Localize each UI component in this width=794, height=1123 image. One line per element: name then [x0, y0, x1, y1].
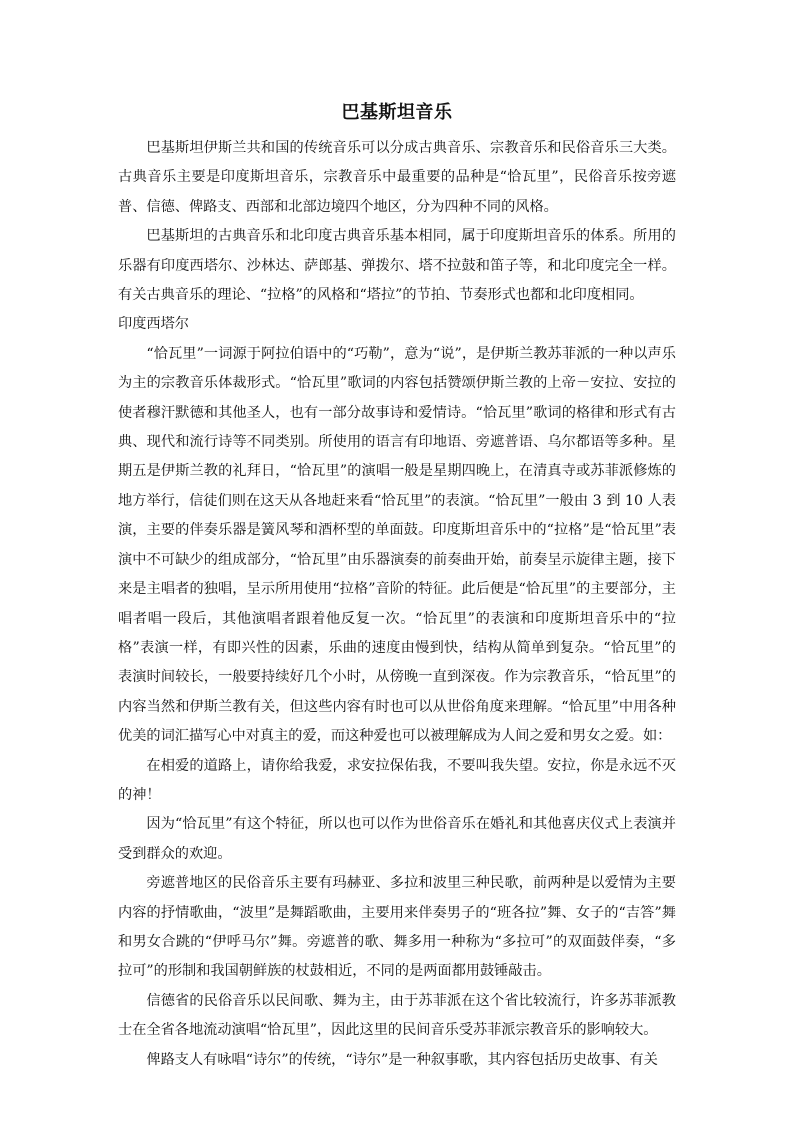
paragraph: 俾路支人有咏唱“诗尔”的传统，“诗尔”是一种叙事歌，其内容包括历史故事、有关: [146, 1051, 658, 1068]
paragraph: 信德省的民俗音乐以民间歌、舞为主，由于苏菲派在这个省比较流行，许多苏菲派教士在全省各地流动演唱“恰瓦里”，因此这里的民间音乐受苏菲派宗教音乐的影响较大。: [118, 992, 676, 1039]
paragraph: “恰瓦里”一词源于阿拉伯语中的“巧勒”，意为“说”，是伊斯兰教苏菲派的一种以声乐为主的宗教音乐体裁形式。“恰瓦里”歌词的内容包括赞颂伊斯兰教的上帝－安拉、安拉的使者穆汗默德和其他圣人，也有一部分故事诗和爱情诗。“恰瓦里”歌词的格律和形式有古典、现代和流行诗等不同类别。所使用的语言有印地语、旁遮普语、乌尔都语等多种。星期五是伊斯兰教的礼拜日，“恰瓦里”的演唱一般是星期四晚上，在清真寺或苏菲派修炼的地方举行，信徒们则在这天从各地赶来看“恰瓦里”的表演。“恰瓦里”一般由 3 到 10 人表演，主要的伴奏乐器是簧风琴和酒杯型的单面鼓。印度斯坦音乐中的“拉格”是“恰瓦里”表演中不可缺少的组成部分，“恰瓦里”由乐器演奏的前奏曲开始，前奏呈示旋律主题，接下来是主唱者的独唱，呈示所用使用“拉格”音阶的特征。此后便是“恰瓦里”的主要部分，主唱者唱一段后，其他演唱者跟着他反复一次。“恰瓦里”的表演和印度斯坦音乐中的“拉格”表演一样，有即兴性的因素，乐曲的速度由慢到快，结构从简单到复杂。“恰瓦里”的表演时间较长，一般要持续好几个小时，从傍晚一直到深夜。作为宗教音乐，“恰瓦里”的内容当然和伊斯兰教有关，但这些内容有时也可以从世俗角度来理解。“恰瓦里”中用各种优美的词汇描写心中对真主的爱，而这种爱也可以被理解成为人间之爱和男女之爱。如：: [118, 345, 676, 745]
document-body: [118, 134, 676, 1075]
paragraph: 巴基斯坦的古典音乐和北印度古典音乐基本相同，属于印度斯坦音乐的体系。所用的乐器有印度西塔尔、沙林达、萨郎基、弹拨尔、塔不拉鼓和笛子等，和北印度完全一样。有关古典音乐的理论、“拉格”的风格和“塔拉”的节拍、节奏形式也都和北印度相同。: [118, 228, 676, 304]
section-heading: 印度西塔尔: [118, 316, 189, 333]
paragraph: 因为“恰瓦里”有这个特征，所以也可以作为世俗音乐在婚礼和其他喜庆仪式上表演并受到群众的欢迎。: [118, 816, 676, 862]
paragraph: 旁遮普地区的民俗音乐主要有玛赫亚、多拉和波里三种民歌，前两种是以爱情为主要内容的抒情歌曲，“波里”是舞蹈歌曲，主要用来伴奏男子的“班各拉”舞、女子的“吉答”舞和男女合跳的“伊呼马尔”舞。旁遮普的歌、舞多用一种称为“多拉可”的双面鼓伴奏，“多拉可”的形制和我国朝鲜族的杖鼓相近，不同的是两面都用鼓锤敲击。: [118, 875, 676, 980]
paragraph: 巴基斯坦伊斯兰共和国的传统音乐可以分成古典音乐、宗教音乐和民俗音乐三大类。古典音乐主要是印度斯坦音乐，宗教音乐中最重要的品种是“恰瓦里”，民俗音乐按旁遮普、信德、俾路支、西部和北部边境四个地区，分为四种不同的风格。: [118, 140, 676, 215]
document-title: 巴基斯坦音乐: [341, 102, 453, 123]
paragraph: 在相爱的道路上，请你给我爱，求安拉保佑我，不要叫我失望。安拉，你是永远不灭的神！: [118, 757, 676, 803]
